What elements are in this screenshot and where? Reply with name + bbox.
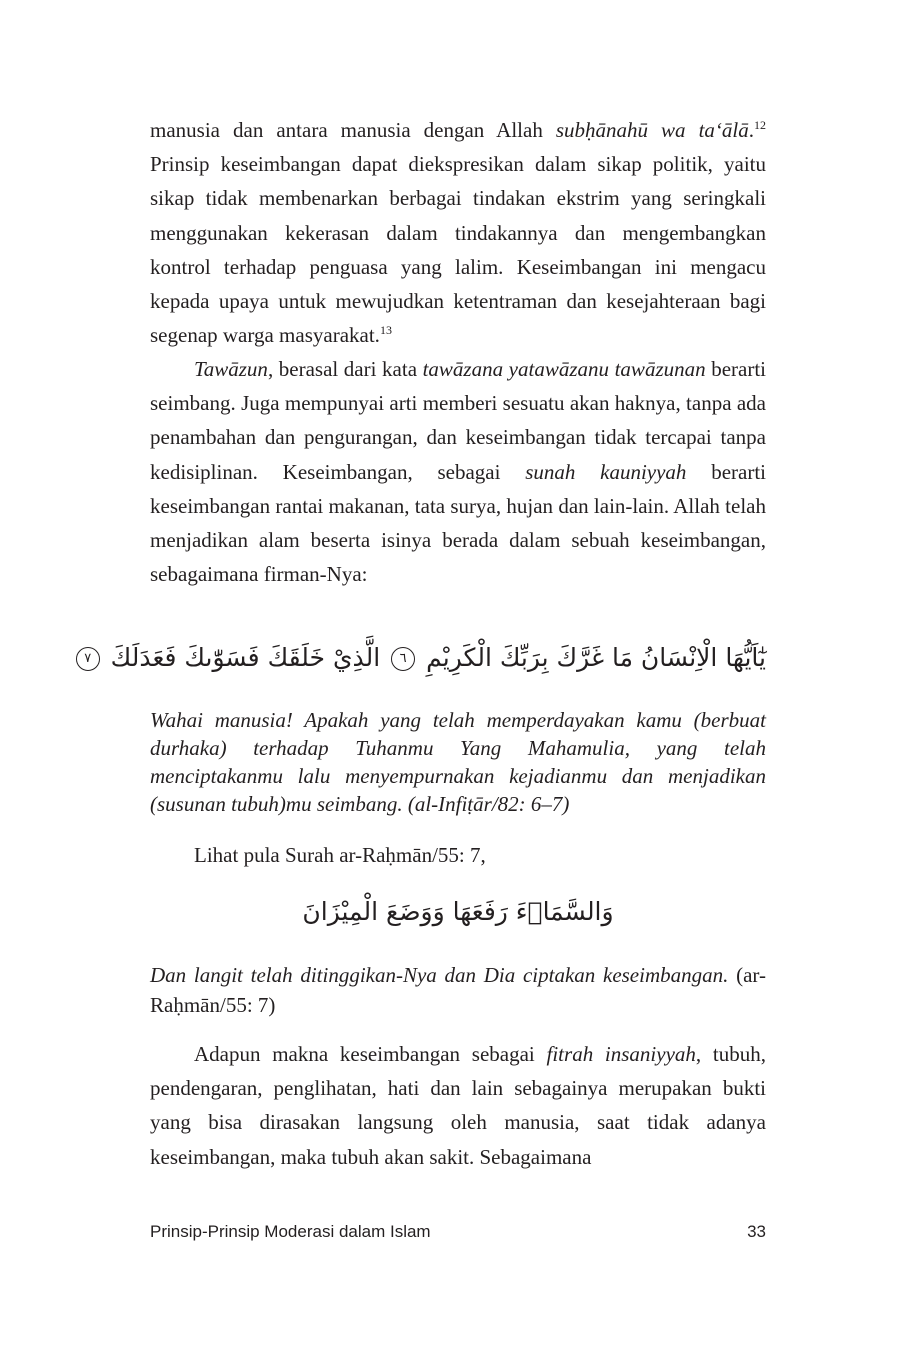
p2-italic-sunah: sunah kauniyyah	[525, 459, 687, 484]
paragraph-1	[150, 113, 766, 352]
p1-italic-term: subḥānahū wa ta‘ālā	[555, 118, 749, 142]
p2-text-3: berarti keseimbangan rantai makanan, tata surya, hujan dan lain-lain. Allah telah menjadikan alam beserta isinya berada dalam sebuah keseimbangan, sebagaimana firman-Nya:	[150, 459, 766, 587]
p2-text-1: , berasal dari kata	[267, 357, 423, 381]
quran-verse-rahman	[150, 890, 766, 934]
p1-period: .	[748, 118, 754, 142]
p1-text-a: manusia dan antara manusia dengan Allah	[150, 118, 556, 142]
verse-number-6: ٦	[391, 647, 415, 671]
verse2-text: وَالسَّمَاۤءَ رَفَعَهَا وَوَضَعَ الْمِيْزَانَ	[302, 897, 614, 926]
running-footer-title: Prinsip-Prinsip Moderasi dalam Islam	[150, 1222, 431, 1241]
quran-verse-infitar	[84, 636, 766, 680]
translation-2-reference: (ar-Raḥmān/55: 7)	[150, 963, 766, 1017]
paragraph-3	[150, 1037, 766, 1174]
verse1-part1: يٰٓاَيُّهَا الْاِنْسَانُ مَا غَرَّكَ بِرَبِّكَ الْكَرِيْمِ	[426, 643, 766, 672]
footnote-ref-13[interactable]: 13	[379, 323, 392, 338]
p2-text-2: berarti seimbang. Juga mempunyai arti memberi sesuatu akan haknya, tanpa ada penambahan dan pengurangan, dan keseimbangan tidak tercapai tanpa kedisiplinan. Keseimbangan, sebagai	[150, 357, 766, 484]
see-also-line	[150, 838, 766, 872]
p3-italic-fitrah: fitrah insaniyyah	[546, 1042, 696, 1066]
p3-text-1: Adapun makna keseimbangan sebagai	[194, 1042, 547, 1066]
translation-2-italic: Dan langit telah ditinggikan-Nya dan Dia ciptakan keseimbangan.	[150, 963, 729, 987]
verse1-part2: الَّذِيْ خَلَقَكَ فَسَوّٰىكَ فَعَدَلَكَ	[110, 643, 381, 672]
see-also-text: Lihat pula Surah ar-Raḥmān/55: 7,	[194, 843, 486, 867]
footnote-ref-12[interactable]: 12	[754, 118, 766, 132]
page-number: 33	[747, 1222, 766, 1241]
p2-italic-tawazun: Tawāzun	[194, 357, 268, 381]
translation-rahman	[150, 960, 766, 1020]
translation-infitar	[150, 706, 766, 818]
p2-italic-root: tawāzana yatawāzanu tawāzunan	[422, 357, 706, 381]
p3-text-2: , tubuh, pendengaran, penglihatan, hati dan lain sebagainya merupakan bukti yang bisa dirasakan langsung oleh manusia, saat tidak adanya keseimbangan, maka tubuh akan sakit. Sebagaimana	[150, 1042, 766, 1169]
verse-number-7: ٧	[76, 647, 100, 671]
p1-text-b: Prinsip keseimbangan dapat diekspresikan dalam sikap politik, yaitu sikap tidak membenarkan berbagai tindakan ekstrim yang seringkali menggunakan kekerasan dalam tindakannya dan mengembangkan kontrol terhadap penguasa yang lalim. Keseimbangan ini mengacu kepada upaya untuk mewujudkan ketentraman dan kesejahteraan bagi segenap warga masyarakat.	[150, 152, 766, 348]
paragraph-2	[150, 352, 766, 591]
translation-1-italic: Wahai manusia! Apakah yang telah memperdayakan kamu (berbuat durhaka) terhadap Tuhanmu Yang Mahamulia, yang telah menciptakanmu lalu menyempurnakan kejadianmu dan menjadikan (susunan tubuh)mu seimbang.	[150, 708, 766, 816]
translation-1-reference: (al-Infiṭār/82: 6–7)	[402, 792, 570, 816]
